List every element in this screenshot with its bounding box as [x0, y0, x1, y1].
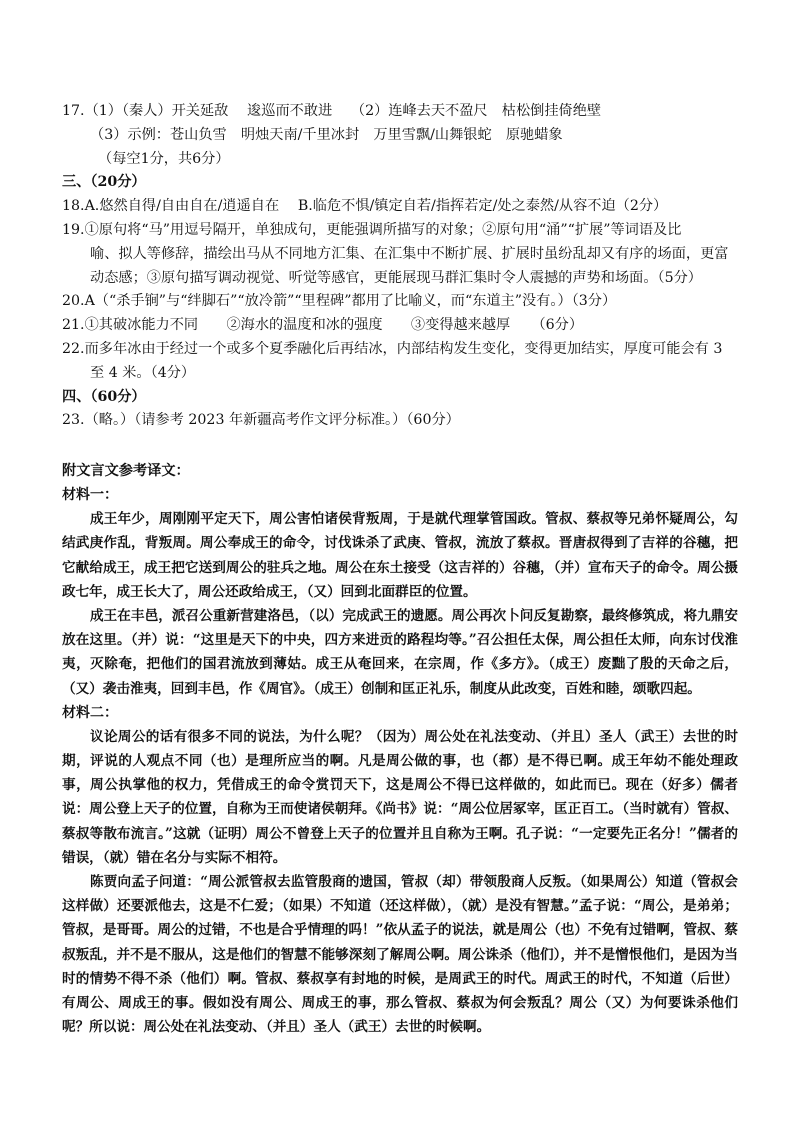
answer-line: 21.①其破冰能力不同 ②海水的温度和冰的强度 ③变得越来越厚 （6分）: [62, 317, 584, 334]
material-1-paragraph: 成王在丰邑，派召公重新营建洛邑，（以）完成武王的遗愿。周公再次卜问反复勘察，最终修筑成，将九鼎安放在这里。（并）说：“这里是天下的中央，四方来进贡的路程均等。”召公担任太保，周公担任太师，向东讨伐淮夷，灭除奄，把他们的国君流放到薄姑。成王从奄回来，在宗周，作《多方》。（成王）废黜了殷的天命之后，（又）袭击淮夷，回到丰邑，作《周官》。（成王）创制和匡正礼乐，制度从此改变，百姓和睦，颂歌四起。: [62, 607, 738, 697]
answer-line: （3）示例：苍山负雪 明烛天南/千里冰封 万里雪飘/山舞银蛇 原驰蜡象: [90, 126, 563, 143]
answer-line: 动态感；③原句描写调动视觉、听觉等感官，更能展现马群汇集时令人震撼的声势和场面。（5分）: [90, 269, 702, 286]
answer-line: 四、（60分）: [62, 388, 146, 405]
answer-line: 17.（1）（秦人）开关延敌 逡巡而不敢进 （2）连峰去天不盈尺 枯松倒挂倚绝壁: [62, 103, 602, 119]
answer-line: （每空1分，共6分）: [98, 150, 230, 167]
answer-line: 喻、拟人等修辞，描绘出马从不同地方汇集、在汇集中不断扩展、扩展时虽纷乱却又有序的场面，更富: [90, 245, 729, 262]
answer-line: 18.A.悠然自得/自由自在/逍遥自在 B.临危不惧/镇定自若/指挥若定/处之泰然/从容不迫（2分）: [62, 198, 668, 215]
answer-key: [62, 100, 738, 433]
material-1-text: [62, 507, 738, 701]
material-2-text: [62, 725, 738, 1040]
spacer: [62, 433, 738, 459]
answer-line: 22.而多年冰由于经过一个或多个夏季融化后再结冰，内部结构发生变化，变得更加结实，厚度可能会有 3: [62, 340, 723, 357]
answer-line: 23.（略。）（请参考 2023 年新疆高考作文评分标准。）（60分）: [62, 412, 460, 429]
material-1-label: 材料一：: [62, 487, 118, 504]
answer-line: 19.①原句将“马”用逗号隔开，单独成句，更能强调所描写的对象；②原句用“涌”“扩展”等词语及比: [62, 221, 682, 238]
material-1-paragraph: 成王年少，周刚刚平定天下，周公害怕诸侯背叛周，于是就代理掌管国政。管叔、蔡叔等兄弟怀疑周公，勾结武庚作乱，背叛周。周公奉成王的命令，讨伐诛杀了武庚、管叔，流放了蔡叔。晋唐叔得到了吉祥的谷穗，把它献给成王，成王把它送到周公的驻兵之地。周公在东土接受（这吉祥的）谷穗，（并）宣布天子的命令。周公摄政七年，成王长大了，周公还政给成王，（又）回到北面群臣的位置。: [62, 511, 738, 600]
answer-line: 20.A（“杀手锏”与“绊脚石”“放冷箭”“里程碑”都用了比喻义，而“东道主”没有。）（3分）: [62, 293, 617, 310]
material-2-paragraph: 陈贾向孟子问道：“周公派管叔去监管殷商的遗国，管叔（却）带领殷商人反叛。（如果周公）知道（管叔会这样做）还要派他去，这是不仁爱；（如果）不知道（还这样做），（就）是没有智慧。”孟子说：“周公，是弟弟；管叔，是哥哥。周公的过错，不也是合乎情理的吗！”依从孟子的说法，就是周公（也）不免有过错啊，管叔、蔡叔叛乱，并不是不服从，这是他们的智慧不能够深刻了解周公啊。周公诛杀（他们），并不是憎恨他们，是因为当时的情势不得不杀（他们）啊。管叔、蔡叔享有封地的时候，是周武王的时代。周武王的时代，不知道（后世）有周公、周成王的事。假如没有周公、周成王的事，那么管叔、蔡叔为何会叛乱？周公（又）为何要诛杀他们呢？所以说：周公处在礼法变动、（并且）圣人（武王）去世的时候啊。: [62, 874, 738, 1036]
material-2-label: 材料二：: [62, 704, 118, 721]
translation-heading: 附文言文参考译文：: [62, 463, 190, 480]
answer-line: 三、（20分）: [62, 174, 146, 191]
answer-line: 至 4 米。（4分）: [90, 364, 196, 381]
material-2-paragraph: 议论周公的话有很多不同的说法，为什么呢？（因为）周公处在礼法变动、（并且）圣人（武王）去世的时期，评说的人观点不同（也）是理所应当的啊。凡是周公做的事，也（都）是不得已啊。成王年幼不能处理政事，周公执掌他的权力，凭借成王的命令赏罚天下，这是周公不得已这样做的，如此而已。现在（好多）儒者说：周公登上天子的位置，自称为王而使诸侯朝拜。《尚书》说：“周公位居冢宰，匡正百工。（当时就有）管叔、蔡叔等散布流言。”这就（证明）周公不曾登上天子的位置并且自称为王啊。孔子说：“一定要先正名分！”儒者的错误，（就）错在名分与实际不相符。: [62, 728, 738, 866]
